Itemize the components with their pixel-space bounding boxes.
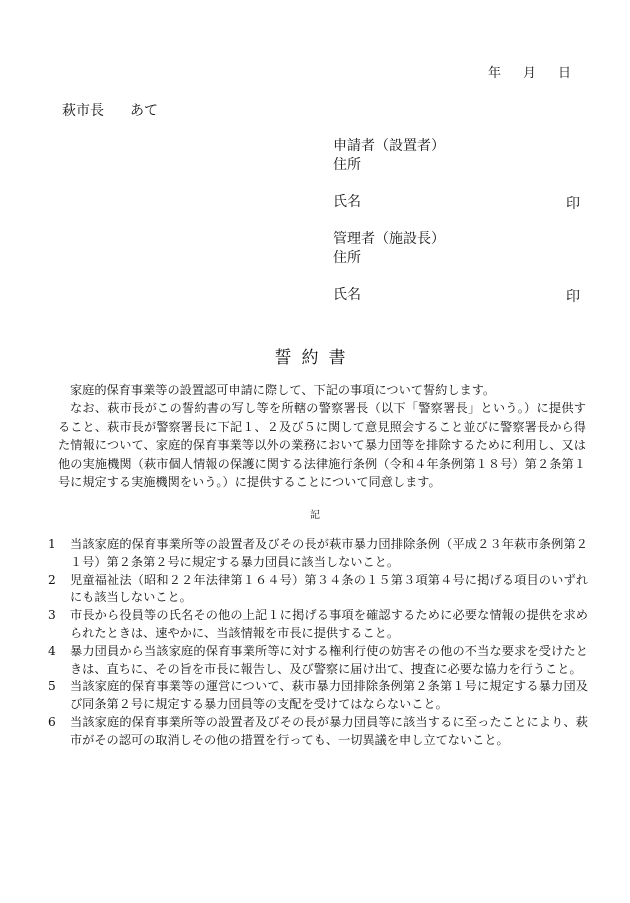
intro-paragraph-2: なお、萩市長がこの誓約書の写し等を所轄の警察署長（以下「警察署長」という。）に提供すること、萩市長が警察署長に下記１、２及び５に関して意見照会すること並びに警察署長から得た情報について、家庭的保育事業等以外の業務において暴力団等を排除するために利用し、又は他の実施機関（萩市個人情報の保護に関する法律施行条例（令和４年条例第１８号）第２条第１号に規定する実施機関をいう。）に提供することについて同意します。	[58, 401, 586, 490]
intro-section	[58, 381, 586, 491]
item-number: 5	[48, 679, 56, 694]
applicant-address-label: 住所	[333, 157, 361, 173]
item-text: 児童福祉法（昭和２２年法律第１６４号）第３４条の１５第３項第４号に掲げる項目のいずれにも該当しないこと。	[70, 572, 588, 605]
manager-seal: 印	[566, 289, 580, 305]
intro-paragraph-1: 家庭的保育事業等の設置認可申請に際して、下記の事項について誓約します。	[70, 383, 496, 397]
item-number: 2	[48, 572, 56, 587]
addressee	[62, 100, 158, 120]
item-number: 3	[48, 608, 56, 623]
list-item	[48, 714, 588, 750]
list-item	[48, 536, 588, 572]
date-day: 日	[558, 66, 572, 81]
document-title: 誓約書	[274, 348, 356, 368]
item-number: 4	[48, 643, 56, 658]
item-text: 当該家庭的保育事業所等の設置者及びその長が暴力団員等に該当するに至ったことにより、萩市がその認可の取消しその他の措置を行っても、一切異議を申し立てないこと。	[70, 714, 588, 747]
item-text: 暴力団員から当該家庭的保育事業所等に対する権利行使の妨害その他の不当な要求を受けたときは、直ちに、その旨を市長に報告し、及び警察に届け出て、捜査に必要な協力を行うこと。	[70, 643, 588, 676]
date-month: 月	[523, 66, 537, 81]
manager-name-label: 氏名	[333, 287, 361, 303]
list-item	[48, 678, 588, 714]
date-line	[488, 62, 571, 81]
item-number: 6	[48, 714, 56, 729]
item-number: 1	[48, 537, 56, 551]
list-item	[48, 607, 588, 643]
manager-address-label: 住所	[333, 250, 361, 266]
addressee-name: 萩市長	[62, 103, 104, 119]
applicant-name-label: 氏名	[333, 194, 361, 210]
pledge-list	[48, 536, 588, 750]
addressee-suffix: あて	[130, 103, 158, 119]
list-item	[48, 572, 588, 608]
list-item	[48, 643, 588, 679]
item-text: 当該家庭的保育事業所等の設置者及びその長が萩市暴力団排除条例（平成２３年萩市条例第２１号）第２条第２号に規定する暴力団員に該当しないこと。	[70, 537, 588, 569]
manager-label: 管理者（施設長）	[333, 231, 445, 247]
applicant-label: 申請者（設置者）	[333, 138, 445, 154]
ki-heading: 記	[310, 510, 320, 521]
item-text: 市長から役員等の氏名その他の上記１に掲げる事項を確認するために必要な情報の提供を求められたときは、速やかに、当該情報を市長に提供すること。	[70, 608, 588, 640]
item-text: 当該家庭的保育事業等の運営について、萩市暴力団排除条例第２条第１号に規定する暴力団及び同条第２号に規定する暴力団員等の支配を受けてはならないこと。	[70, 679, 588, 712]
applicant-seal: 印	[566, 196, 580, 212]
date-year: 年	[488, 66, 502, 81]
